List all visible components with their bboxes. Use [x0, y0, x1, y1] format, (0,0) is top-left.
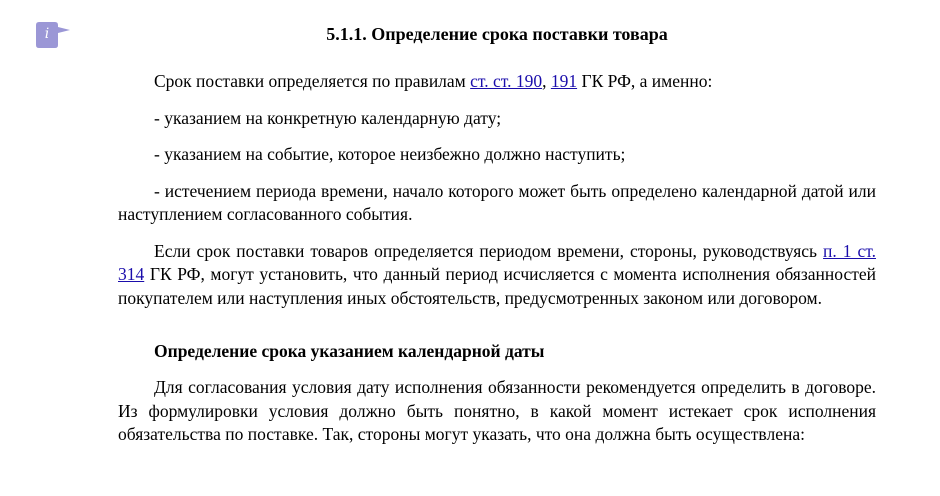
text: ГК РФ, могут установить, что данный период исчисляется с момента исполнения обязанностей покупателем или наступления иных обстоятельств, предусмотренных законом или договором.	[118, 264, 876, 308]
section-subheading: Определение срока указанием календарной даты	[154, 341, 545, 361]
paragraph-event: - указанием на событие, которое неизбежно должно наступить;	[154, 144, 626, 164]
paragraph-period: - истечением периода времени, начало которого может быть определено календарной датой или наступлением согласованного события.	[118, 180, 876, 224]
link-art-191[interactable]: 191	[550, 71, 578, 91]
document-body	[118, 22, 876, 447]
text: Срок поставки определяется по правилам	[154, 71, 471, 91]
paragraph-period-rules	[118, 240, 876, 311]
text: Если срок поставки товаров определяется периодом времени, стороны, руководствуясь	[154, 240, 824, 261]
link-art-314[interactable]: п. 1 ст. 314	[118, 240, 876, 284]
page-title: 5.1.1. Определение срока поставки товара	[326, 24, 668, 44]
paragraph-calendar-date: - указанием на конкретную календарную дату;	[154, 107, 502, 128]
text: ,	[542, 71, 551, 91]
info-icon[interactable]	[36, 22, 70, 48]
link-art-190[interactable]: ст. ст. 190	[470, 71, 543, 91]
paragraph-delivery-rules	[118, 70, 876, 94]
info-letter: i	[44, 26, 50, 42]
text: ГК РФ, а именно:	[577, 71, 713, 91]
paragraph-agreement: Для согласования условия дату исполнения обязанности рекомендуется определить в договоре. Из формулировки условия должно быть понятно, в какой момент истекает срок исполнения обязательства по поставке. Так, стороны могут указать, что она должна быть осуществлена:	[118, 377, 876, 444]
